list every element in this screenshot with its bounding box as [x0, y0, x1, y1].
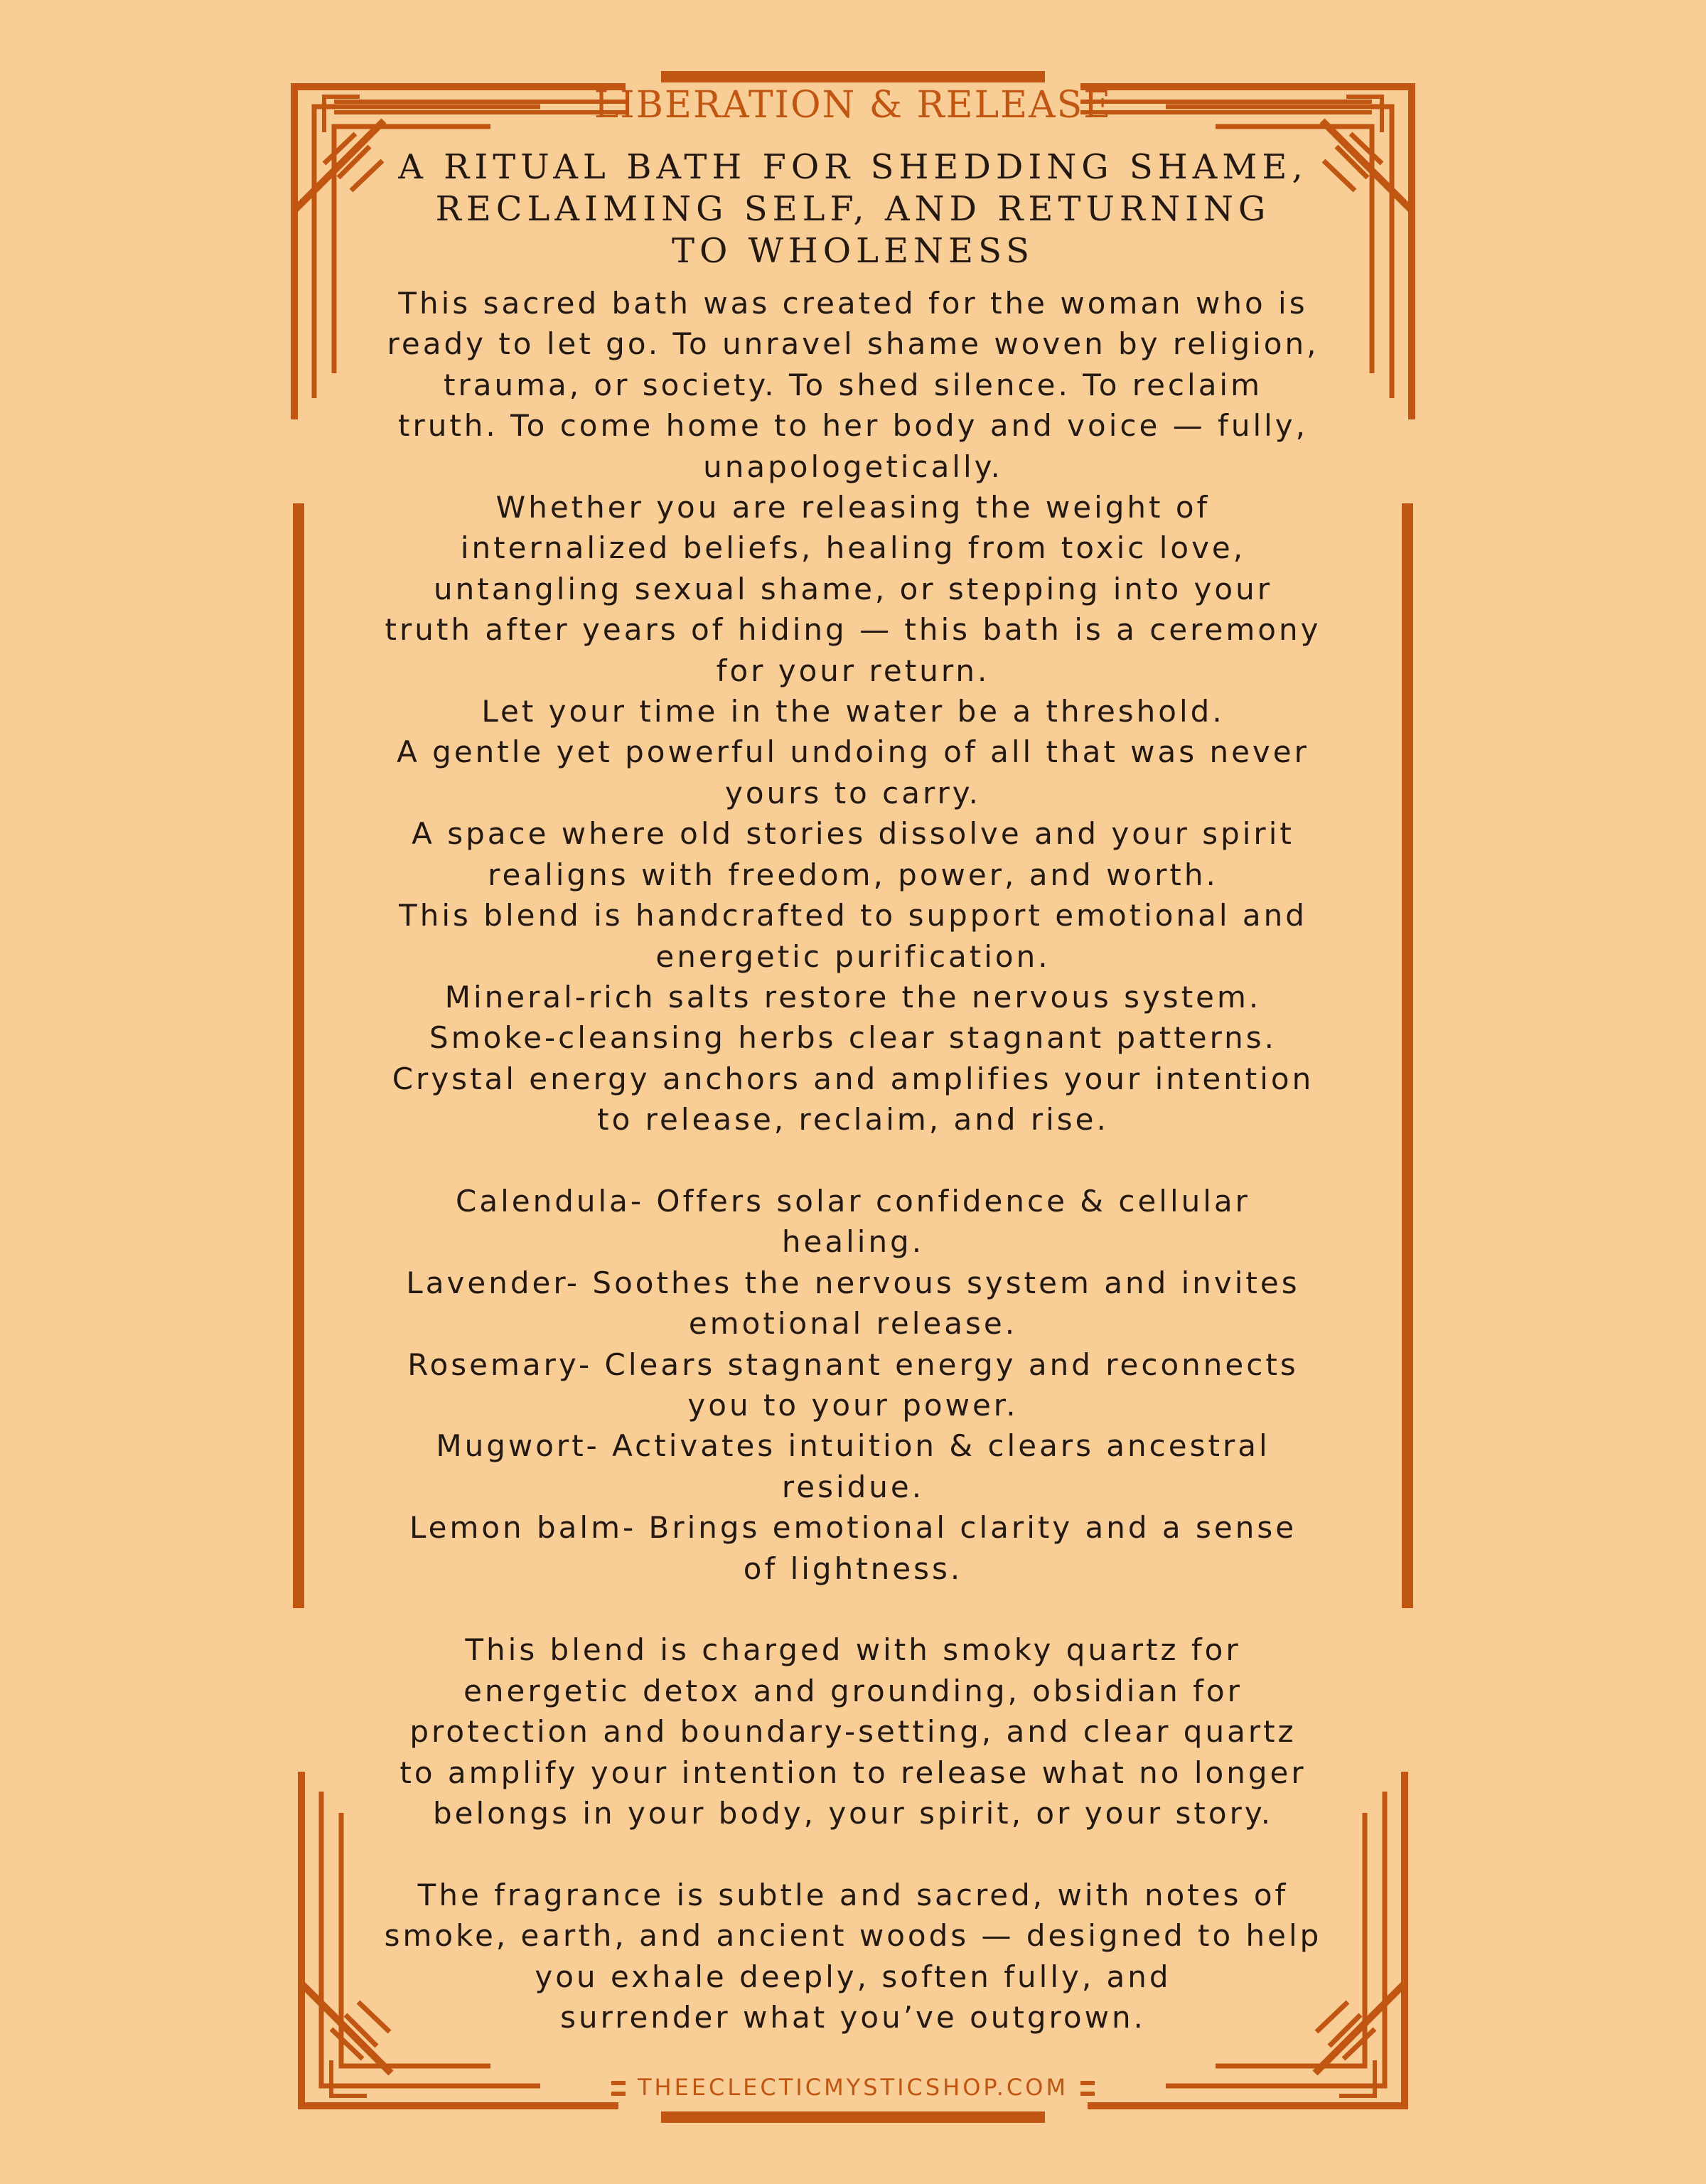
page-title — [284, 146, 1422, 272]
body-line: This blend is handcrafted to support emotional and — [399, 898, 1307, 933]
body-line: Let your time in the water be a threshold. — [481, 694, 1225, 729]
body-line: to release, reclaim, and rise. — [597, 1102, 1109, 1138]
body-line: This sacred bath was created for the woman who is — [398, 286, 1308, 321]
body-line: belongs in your body, your spirit, or your story. — [432, 1796, 1274, 1831]
body-line: A space where old stories dissolve and your spirit — [412, 816, 1294, 852]
body-line: energetic detox and grounding, obsidian for — [463, 1673, 1243, 1708]
body-line: emotional release. — [688, 1306, 1018, 1342]
kicker-heading: LIBERATION & RELEASE — [594, 84, 1112, 127]
body-line: Whether you are releasing the weight of — [495, 490, 1211, 525]
body-line: truth after years of hiding — this bath is a ceremony — [385, 612, 1321, 648]
body-line: This blend is charged with smoky quartz for — [465, 1632, 1241, 1668]
body-line: yours to carry. — [724, 775, 982, 810]
title-line: TO WHOLENESS — [671, 231, 1035, 271]
body-line: Lavender- Soothes the nervous system and invites — [406, 1265, 1300, 1300]
body-line: healing. — [781, 1224, 925, 1260]
body-line: residue. — [781, 1469, 925, 1504]
body-line: protection and boundary-setting, and clear quartz — [409, 1714, 1297, 1750]
title-line: A RITUAL BATH FOR SHEDDING SHAME, — [398, 147, 1308, 187]
body-line: A gentle yet powerful undoing of all that was never — [397, 734, 1309, 770]
body-line: energetic purification. — [655, 938, 1051, 974]
body-line: Lemon balm- Brings emotional clarity and a sense — [409, 1510, 1297, 1546]
body-line: truth. To come home to her body and voice — fully, — [397, 408, 1308, 444]
body-line — [334, 1834, 1372, 1874]
body-line: of lightness. — [743, 1551, 963, 1586]
body-line: smoke, earth, and ancient woods — designed to help — [384, 1918, 1322, 1954]
body-line — [334, 1140, 1372, 1181]
body-line: ready to let go. To unravel shame woven by religion, — [387, 326, 1319, 362]
body-line: you exhale deeply, soften fully, and — [535, 1959, 1171, 1994]
body-line: The fragrance is subtle and sacred, with notes of — [417, 1877, 1289, 1912]
body-line: Mugwort- Activates intuition & clears ancestral — [436, 1428, 1270, 1464]
body-line: Calendula- Offers solar confidence & cellular — [456, 1183, 1250, 1219]
body-line: Mineral-rich salts restore the nervous system. — [444, 979, 1262, 1015]
body-text — [334, 283, 1372, 2038]
body-line: Smoke-cleansing herbs clear stagnant patterns. — [429, 1020, 1277, 1056]
body-line: untangling sexual shame, or stepping into your — [434, 571, 1272, 606]
body-line: trauma, or society. To shed silence. To reclaim — [443, 367, 1263, 402]
title-line: RECLAIMING SELF, AND RETURNING — [435, 189, 1271, 229]
body-line — [334, 1589, 1372, 1629]
body-line: to amplify your intention to release what no longer — [399, 1755, 1307, 1790]
body-line: Crystal energy anchors and amplifies your intention — [392, 1061, 1314, 1096]
body-line: unapologetically. — [703, 449, 1003, 484]
footer-website-url: THEECLECTICMYSTICSHOP.COM — [637, 2074, 1069, 2101]
body-line: you to your power. — [687, 1387, 1019, 1423]
body-line: Rosemary- Clears stagnant energy and reconnects — [407, 1347, 1299, 1382]
body-line: internalized beliefs, healing from toxic love, — [460, 530, 1246, 566]
body-line: for your return. — [716, 653, 990, 688]
body-line: realigns with freedom, power, and worth. — [488, 857, 1218, 892]
body-line: surrender what you’ve outgrown. — [560, 2000, 1146, 2035]
